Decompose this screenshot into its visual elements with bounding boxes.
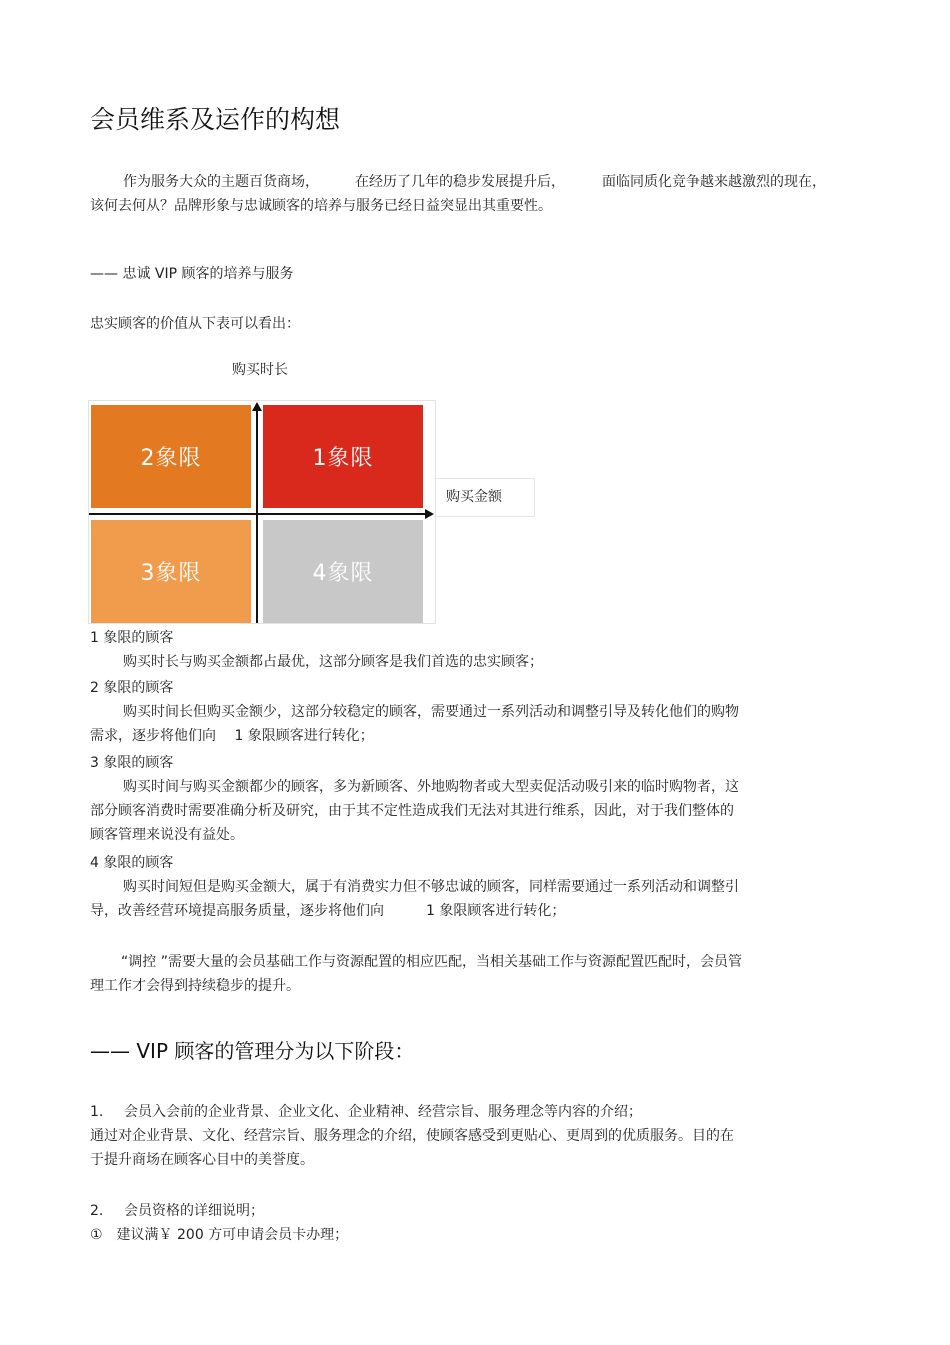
q2-line1: 购买时间长但购买金额少，这部分较稳定的顾客，需要通过一系列活动和调整引导及转化他们的购物 [123, 704, 739, 720]
q4-line1: 购买时间短但是购买金额大，属于有消费实力但不够忠诚的顾客，同样需要通过一系列活动和调整引 [123, 879, 739, 895]
quadrant-3: 3象限 [91, 520, 251, 623]
q1-heading: 1 象限的顾客 [90, 630, 174, 646]
q3-line2: 部分顾客消费时需要准确分析及研究，由于其不定性造成我们无法对其进行维系，因此，对于我们整体的 [90, 803, 734, 819]
horizontal-axis-arrow-icon [425, 509, 434, 519]
page-title: 会员维系及运作的构想 [90, 105, 341, 134]
section-heading-loyal-vip: —— 忠诚 VIP 顾客的培养与服务 [90, 266, 294, 282]
stage1-number: 1. [90, 1104, 104, 1120]
stage1-line1: 通过对企业背景、文化、经营宗旨、服务理念的介绍，使顾客感受到更贴心、更周到的优质服务。目的在 [90, 1128, 734, 1144]
q4-heading: 4 象限的顾客 [90, 855, 174, 871]
q3-heading: 3 象限的顾客 [90, 755, 174, 771]
stage1-line2: 于提升商场在顾客心目中的美誉度。 [90, 1152, 314, 1168]
x-axis-label: 购买金额 [446, 489, 502, 505]
q2-heading: 2 象限的顾客 [90, 680, 174, 696]
control-para-line1: “调控 ”需要大量的会员基础工作与资源配置的相应匹配，当相关基础工作与资源配置匹配时，会员管 [121, 954, 742, 970]
quadrant-4: 4象限 [263, 520, 423, 623]
q1-line1: 购买时长与购买金额都占最优，这部分顾客是我们首选的忠实顾客； [123, 654, 543, 670]
intro-line1-c: 面临同质化竞争越来越激烈的现在， [602, 174, 826, 190]
stage2-item1: ① 建议满￥ 200 方可申请会员卡办理； [90, 1227, 349, 1243]
stage2-title: 会员资格的详细说明； [124, 1203, 264, 1219]
intro-line1-a: 作为服务大众的主题百货商场， [123, 174, 319, 190]
section-heading-stages: —— VIP 顾客的管理分为以下阶段： [90, 1039, 415, 1063]
vertical-axis-arrow-icon [252, 402, 262, 411]
y-axis-label: 购买时长 [232, 362, 288, 378]
table-intro: 忠实顾客的价值从下表可以看出： [90, 316, 300, 332]
stage2-number: 2. [90, 1203, 104, 1219]
intro-line1-b: 在经历了几年的稳步发展提升后， [355, 174, 565, 190]
intro-line2: 该何去何从？品牌形象与忠诚顾客的培养与服务已经日益突显出其重要性。 [90, 198, 552, 214]
axes [89, 401, 435, 623]
quadrant-2: 2象限 [91, 405, 251, 508]
stage1-title: 会员入会前的企业背景、企业文化、企业精神、经营宗旨、服务理念等内容的介绍； [124, 1104, 642, 1120]
q3-line1: 购买时间与购买金额都少的顾客，多为新顾客、外地购物者或大型卖促活动吸引来的临时购物者，这 [123, 779, 739, 795]
q3-line3: 顾客管理来说没有益处。 [90, 827, 244, 843]
control-para-line2: 理工作才会得到持续稳步的提升。 [90, 978, 300, 994]
quadrant-diagram [88, 400, 436, 624]
q4-line2: 导，改善经营环境提高服务质量，逐步将他们向 1 象限顾客进行转化； [90, 903, 566, 919]
q2-line2: 需求，逐步将他们向 1 象限顾客进行转化； [90, 728, 374, 744]
quadrant-1: 1象限 [263, 405, 423, 508]
